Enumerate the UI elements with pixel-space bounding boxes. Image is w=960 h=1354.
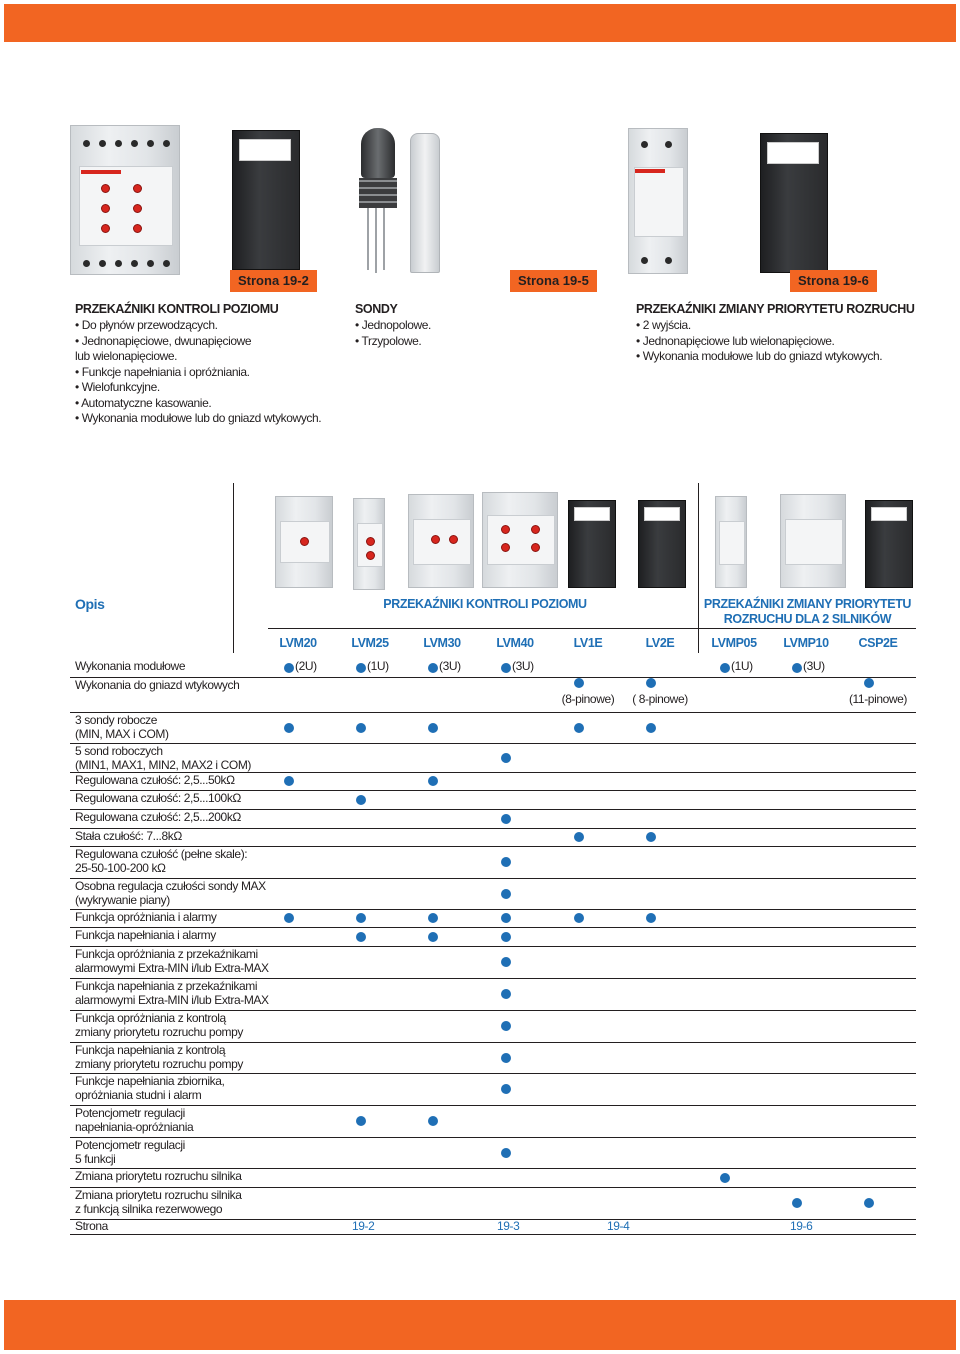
column-header: LVM30 xyxy=(423,636,461,650)
row-label: Regulowana czułość (pełne skale): 25-50-100-200 kΩ xyxy=(75,847,248,875)
block-list-level-relays: • Do płynów przewodzących. • Jednonapięciowe, dwunapięciowe lub wielonapięciowe. • Funkcje napełniania i opróżniania. • Wielofunkcyjne. • Automatyczne kasowanie. • Wykonania modułowe lub do gniazd wtykowych. xyxy=(75,318,322,425)
feature-dot xyxy=(284,663,294,673)
socket-pin-note: ( 8-pinowe) xyxy=(632,692,688,706)
column-header: LV2E xyxy=(645,636,675,650)
ref-tab-19-5: Strona 19-5 xyxy=(510,270,597,292)
feature-dot xyxy=(646,678,656,688)
block-title-level-relays: PRZEKAŹNIKI KONTROLI POZIOMU xyxy=(75,302,279,316)
ref-tab-19-2: Strona 19-2 xyxy=(230,270,317,292)
socket-pin-note: (11-pinowe) xyxy=(848,692,908,706)
feature-dot xyxy=(720,663,730,673)
feature-dot xyxy=(356,1116,366,1126)
modular-width-note: (3U) xyxy=(439,659,461,673)
row-label: Funkcja napełniania i alarmy xyxy=(75,928,216,942)
group-heading-priority-relays: PRZEKAŹNIKI ZMIANY PRIORYTETU ROZRUCHU DLA 2 SILNIKÓW xyxy=(703,597,912,626)
column-header: LVMP05 xyxy=(711,636,757,650)
page-ref-label: Strona xyxy=(75,1219,108,1233)
feature-dot xyxy=(501,663,511,673)
feature-dot xyxy=(646,913,656,923)
row-label: Funkcja opróżniania z kontrolą zmiany priorytetu rozruchu pompy xyxy=(75,1011,243,1039)
row-label: Wykonania do gniazd wtykowych xyxy=(75,678,240,692)
feature-dot xyxy=(501,1021,511,1031)
row-label: 5 sond roboczych (MIN1, MAX1, MIN2, MAX2 i COM) xyxy=(75,744,252,772)
row-label: Zmiana priorytetu rozruchu silnika z funkcją silnika rezerwowego xyxy=(75,1188,242,1216)
feature-dot xyxy=(574,723,584,733)
feature-dot xyxy=(646,832,656,842)
row-label: Funkcja opróżniania i alarmy xyxy=(75,910,217,924)
feature-dot xyxy=(501,753,511,763)
column-header: LVM25 xyxy=(351,636,389,650)
feature-dot xyxy=(720,1173,730,1183)
page-ref-value: 19-2 xyxy=(352,1219,375,1233)
column-header: LV1E xyxy=(573,636,603,650)
column-header: LVMP10 xyxy=(783,636,829,650)
row-label: Funkcja napełniania z kontrolą zmiany priorytetu rozruchu pompy xyxy=(75,1043,243,1071)
feature-dot xyxy=(356,932,366,942)
ref-tab-19-6: Strona 19-6 xyxy=(790,270,877,292)
block-list-probes: • Jednopolowe. • Trzypolowe. xyxy=(355,318,431,348)
feature-dot xyxy=(501,989,511,999)
row-label: Regulowana czułość: 2,5...200kΩ xyxy=(75,810,242,824)
feature-dot xyxy=(574,832,584,842)
feature-dot xyxy=(864,678,874,688)
row-separator xyxy=(70,712,916,713)
table-opis-heading: Opis xyxy=(75,596,105,612)
feature-dot xyxy=(501,857,511,867)
feature-dot xyxy=(501,814,511,824)
feature-dot xyxy=(428,663,438,673)
feature-dot xyxy=(284,776,294,786)
modular-width-note: (3U) xyxy=(512,659,534,673)
bottom-orange-bar xyxy=(4,1300,956,1350)
feature-dot xyxy=(574,913,584,923)
photo-probes xyxy=(355,128,445,278)
modular-width-note: (2U) xyxy=(295,659,317,673)
feature-dot xyxy=(428,913,438,923)
feature-dot xyxy=(501,1053,511,1063)
row-separator xyxy=(70,1137,916,1138)
row-label: Regulowana czułość: 2,5...100kΩ xyxy=(75,791,242,805)
column-header: CSP2E xyxy=(858,636,898,650)
feature-dot xyxy=(284,913,294,923)
photo-level-relays xyxy=(70,125,300,280)
column-header: LVM20 xyxy=(279,636,317,650)
top-orange-bar xyxy=(4,4,956,42)
row-separator xyxy=(70,828,916,829)
row-label: Regulowana czułość: 2,5...50kΩ xyxy=(75,773,235,787)
feature-dot xyxy=(501,889,511,899)
feature-dot xyxy=(501,913,511,923)
feature-dot xyxy=(864,1198,874,1208)
page-ref-value: 19-4 xyxy=(607,1219,630,1233)
feature-dot xyxy=(792,663,802,673)
row-label: Zmiana priorytetu rozruchu silnika xyxy=(75,1169,242,1183)
feature-dot xyxy=(501,957,511,967)
feature-dot xyxy=(356,663,366,673)
feature-dot xyxy=(428,932,438,942)
feature-dot xyxy=(501,1084,511,1094)
modular-width-note: (1U) xyxy=(731,659,753,673)
block-title-probes: SONDY xyxy=(355,302,398,316)
feature-dot xyxy=(428,776,438,786)
row-label: Potencjometr regulacji napełniania-opróżniania xyxy=(75,1106,194,1134)
table-product-images xyxy=(270,490,910,595)
row-separator xyxy=(70,1105,916,1106)
row-label: Stała czułość: 7...8kΩ xyxy=(75,829,182,843)
row-label: Potencjometr regulacji 5 funkcji xyxy=(75,1138,185,1166)
feature-dot xyxy=(428,1116,438,1126)
feature-dot xyxy=(792,1198,802,1208)
block-title-priority-relays: PRZEKAŹNIKI ZMIANY PRIORYTETU ROZRUCHU xyxy=(636,302,915,316)
socket-pin-note: (8-pinowe) xyxy=(561,692,615,706)
feature-dot xyxy=(501,1148,511,1158)
block-list-priority-relays: • 2 wyjścia. • Jednonapięciowe lub wielonapięciowe. • Wykonania modułowe lub do gniazd wtykowych. xyxy=(636,318,883,363)
feature-dot xyxy=(284,723,294,733)
feature-dot xyxy=(574,678,584,688)
feature-dot xyxy=(428,723,438,733)
modular-width-note: (3U) xyxy=(803,659,825,673)
table-left-border xyxy=(233,483,234,653)
table-header-rule xyxy=(268,628,916,629)
row-label: Osobna regulacja czułości sondy MAX (wykrywanie piany) xyxy=(75,879,266,907)
row-label: Funkcje napełniania zbiornika, opróżniania studni i alarm xyxy=(75,1074,225,1102)
group-heading-level-relays: PRZEKAŹNIKI KONTROLI POZIOMU xyxy=(383,597,587,611)
page-ref-value: 19-3 xyxy=(497,1219,520,1233)
table-bottom-rule xyxy=(70,1234,916,1235)
feature-dot xyxy=(646,723,656,733)
feature-dot xyxy=(356,723,366,733)
modular-width-note: (1U) xyxy=(367,659,389,673)
feature-dot xyxy=(501,932,511,942)
feature-dot xyxy=(356,795,366,805)
row-label: 3 sondy robocze (MIN, MAX i COM) xyxy=(75,713,169,741)
row-label: Funkcja opróżniania z przekaźnikami alarmowymi Extra-MIN i/lub Extra-MAX xyxy=(75,947,269,975)
photo-priority-relays xyxy=(628,128,828,276)
feature-dot xyxy=(356,913,366,923)
row-label: Wykonania modułowe xyxy=(75,659,186,673)
row-label: Funkcja napełniania z przekaźnikami alarmowymi Extra-MIN i/lub Extra-MAX xyxy=(75,979,269,1007)
column-header: LVM40 xyxy=(496,636,534,650)
page-ref-value: 19-6 xyxy=(790,1219,813,1233)
